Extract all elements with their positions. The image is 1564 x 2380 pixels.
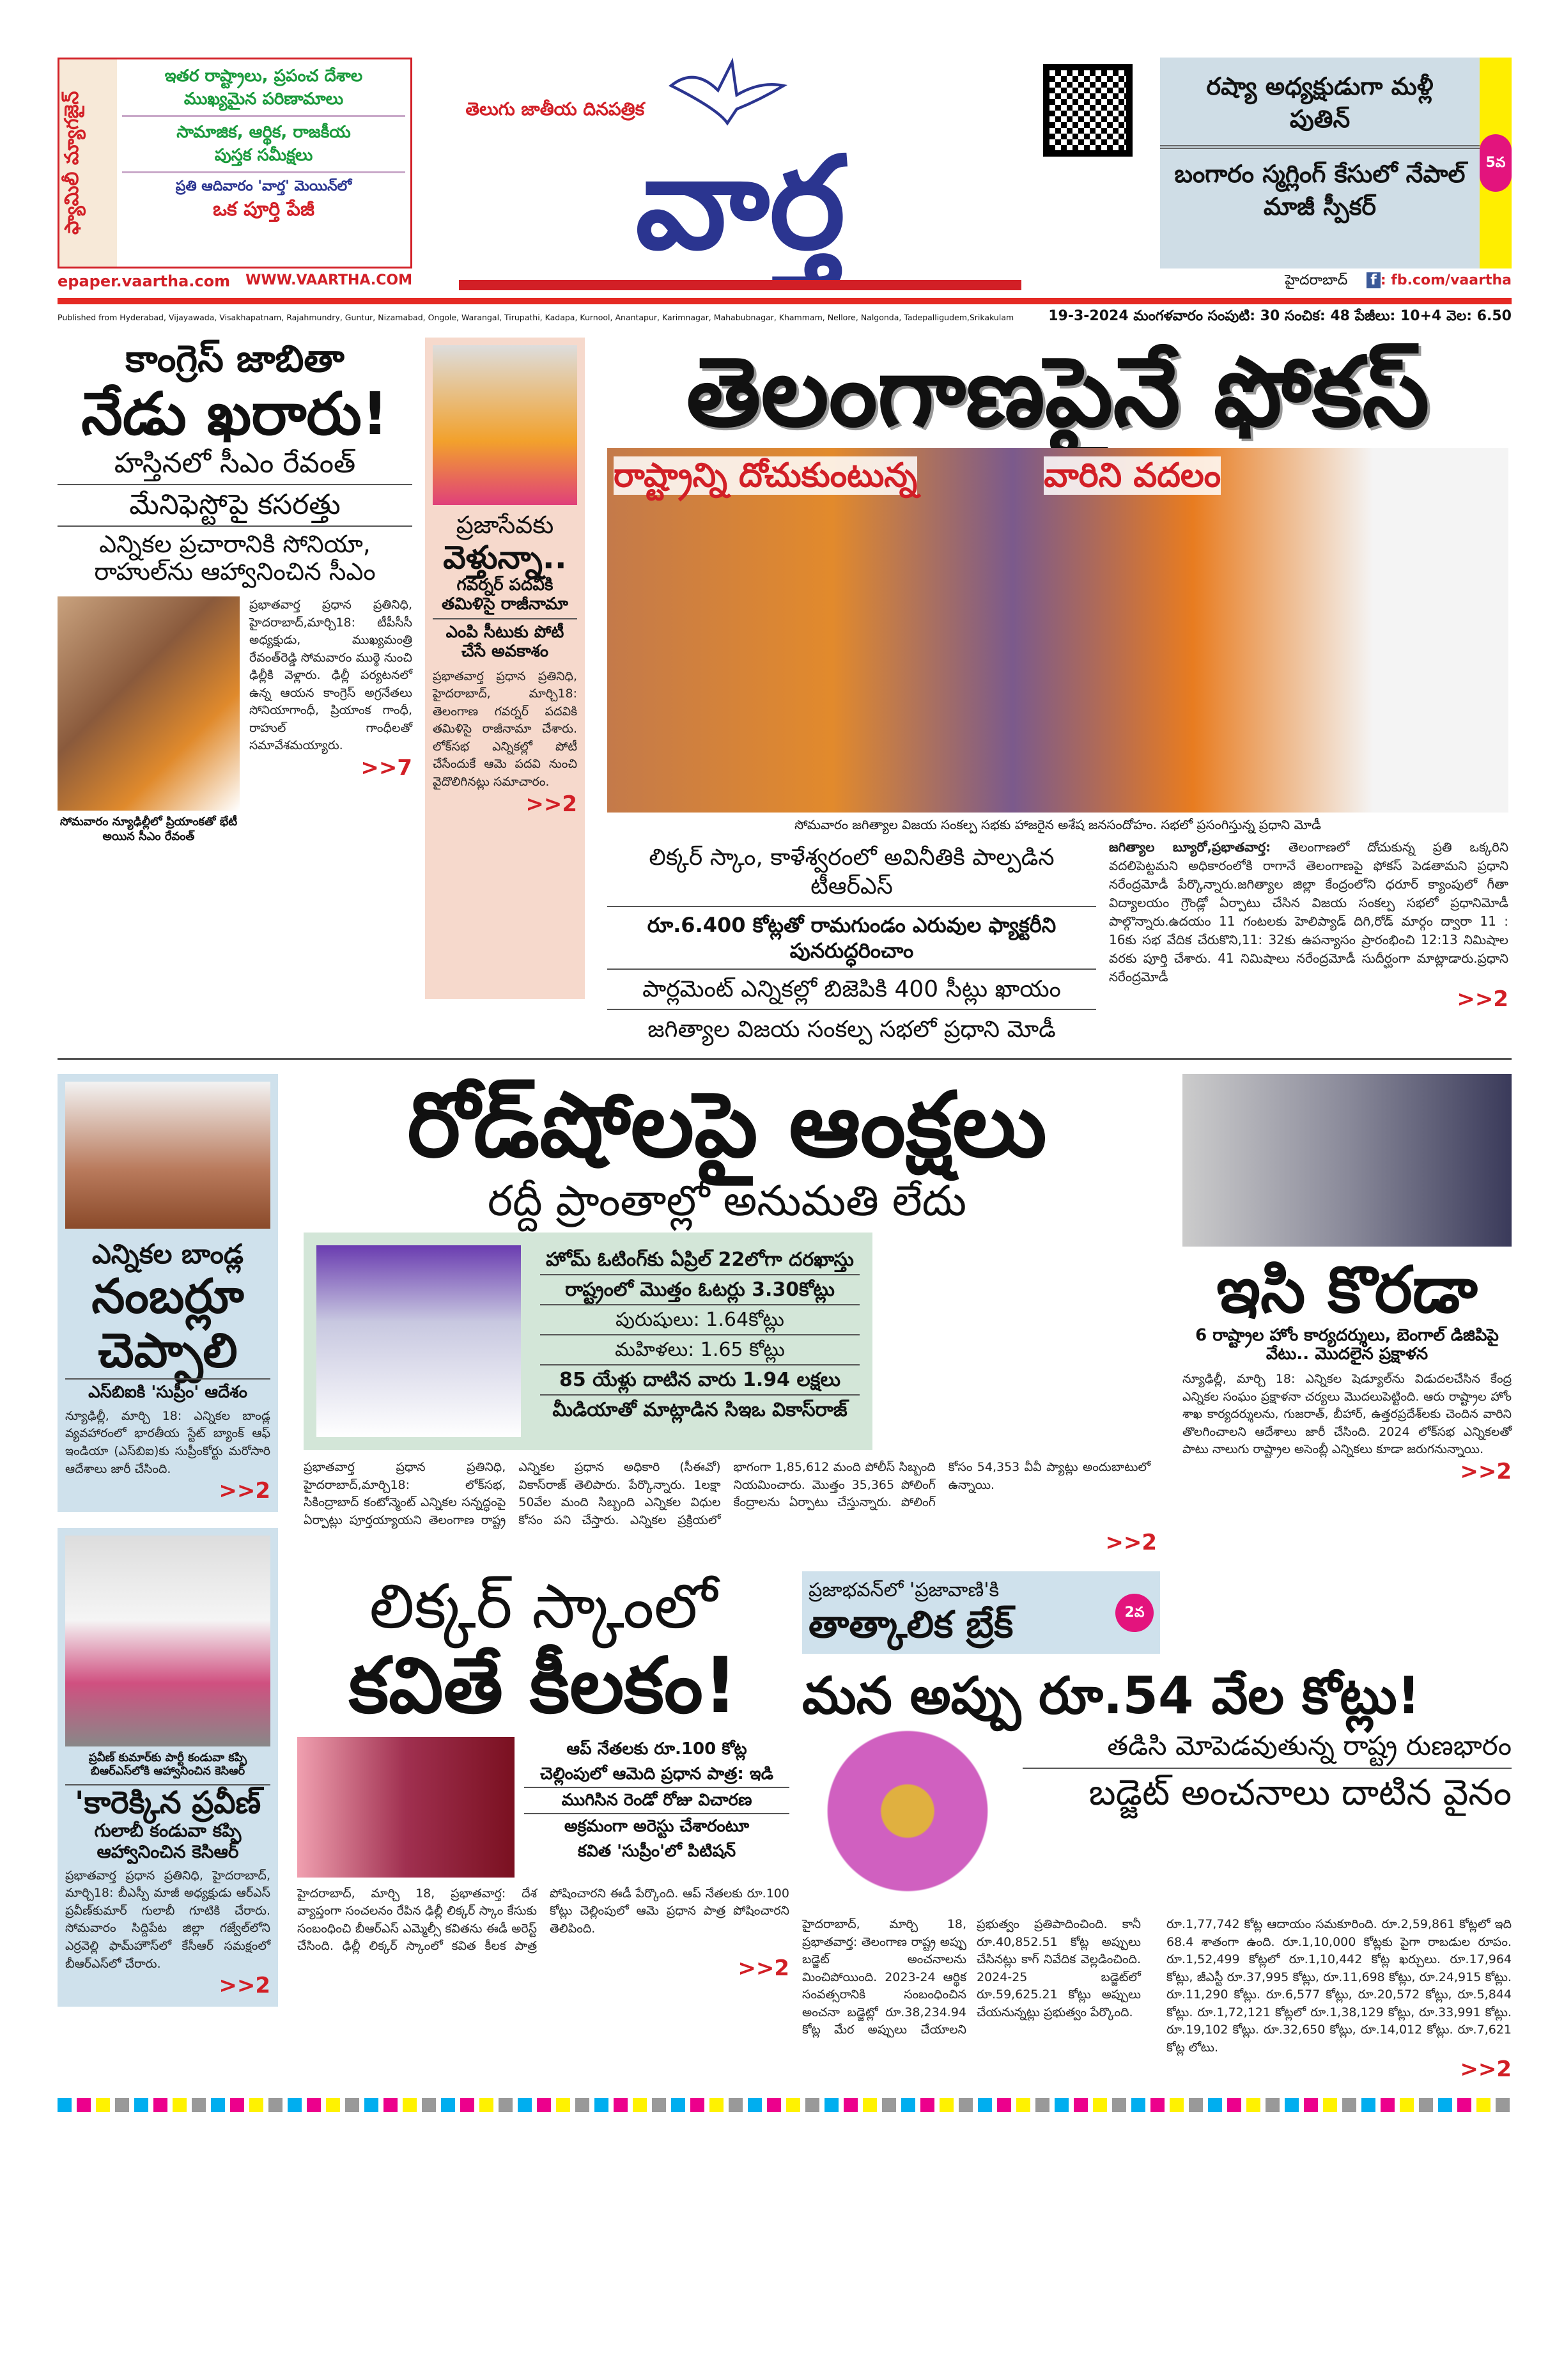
promo-line: పుస్తక సమీక్షలు [122, 144, 405, 173]
subhead: గులాబీ కండువా కప్పి ఆహ్వానించిన కెసిఆర్ [94, 1820, 242, 1862]
stat-line: మహిళలు: 1.65 కోట్లు [540, 1335, 860, 1365]
continued-link[interactable]: >>2 [525, 791, 577, 817]
subhead: ఎన్నికల ప్రచారానికి సోనియా, రాహుల్‌ను ఆహ్వానించిన సీఎం [94, 529, 376, 586]
teaser-nepal: బంగారం స్మగ్లింగ్ కేసులో నేపాల్ మాజీ స్పీకర్ [1174, 159, 1466, 221]
debt-headline: మన అప్పు రూ.54 వేల కోట్లు! [802, 1665, 1421, 1725]
stat-line: రాష్ట్రంలో మొత్తం ఓటర్లు 3.30కోట్లు [540, 1275, 860, 1305]
color-registration-strip-icon [58, 2098, 1512, 2112]
photo-caption: సోమవారం న్యూఢిల్లీలో ప్రియాంకతో భేటీ అయిన సీఎం రేవంత్ [59, 815, 238, 844]
lead-body [1109, 838, 1508, 986]
masthead-logo: వార్త [635, 129, 846, 278]
prajavani-kicker: ప్రజాభవన్‌లో 'ప్రజావాణి'కి [809, 1579, 1000, 1602]
telangana-map-moneybag [802, 1731, 1013, 1909]
kicker-part: రాష్ట్రాన్ని దోచుకుంటున్న [614, 456, 918, 495]
continued-link[interactable]: >>2 [219, 1973, 270, 1999]
city-label: హైదరాబాద్ [1285, 272, 1348, 288]
vikasraj-photo [316, 1245, 521, 1437]
photo-caption: ప్రవీణ్ కుమార్‌కు పార్టీ కండువా కప్పి బిఆర్‌ఎస్‌లోకి ఆహ్వానించిన కెసిఆర్ [88, 1750, 247, 1778]
bonds-story [58, 1074, 278, 1512]
qr-code-icon[interactable] [1043, 64, 1133, 157]
roadshow-headline: రోడ్‌షోలపై ఆంక్షలు [407, 1073, 1047, 1178]
stat-line: 85 యేళ్లు దాటిన వారు 1.94 లక్షలు [540, 1365, 860, 1396]
promo-box [58, 58, 412, 268]
teaser-yellow-strip [1480, 58, 1512, 268]
lead-text: తెలంగాణలో దోచుకున్న ప్రతి ఒక్కరిని వదలిపెట్టమని అధికారంలోకి రాగానే తెలంగాణపై ఫోకస్ పెడతామని ప్రధాని నరేంద్రమోడీ పేర్కొన్నారు.జగిత్యాల జిల్లా కేంద్రంలోని ధరూర్ క్యాంపులో గీతా విద్యాలయం గ్రౌండ్లో ఏర్పాటు చేసిన విజయ సంకల్ప సభలో ప్రధానిమోడీ పాల్గొన్నారు.ఉదయం 11 గంటలకు హెలిప్యాడ్ దిగి,రోడ్ మార్గం ద్వారా 11 : 16కు సభ వేదిక చేరుకొని,11: 32కు ఉపన్యాసం ప్రారంభించి 12:13 నిమిషాల వరకు పూర్తి చేశారు. 41 నిమిషాలు నరేంద్రమోడీ సుదీర్ఘంగా మాట్లాడారు.ప్రధాని నరేంద్రమోడీ [1109, 839, 1508, 984]
continued-link[interactable]: >>2 [1460, 1459, 1512, 1485]
lead-kicker [614, 455, 1502, 498]
headline: నంబర్లూ చెప్పాలి [91, 1268, 244, 1378]
roadshow-body: ప్రభాతవార్త ప్రధాన ప్రతినిధి, హైదరాబాద్,మార్చి18: లోక్‌సభ, సికింద్రాబాద్ కంటోన్మెంట్ ఎన్నికల సన్నద్ధంపై ఏర్పాట్లు పూర్తయ్యాయని తెలంగాణ రాష్ట్ర ఎన్నికల ప్రధాన అధికారి (సీఈవో) వికాస్‌రాజ్ తెలిపారు. పేర్కొన్నారు. 1లక్షా 50వేల మంది సిబ్బంది ఎన్నికల విధుల కోసం పని చేస్తారు. ఎన్నికల ప్రక్రియలో భాగంగా 1,85,612 మంది పోలీస్ సిబ్బంది నియమించారు. మొత్తం 35,365 పోలింగ్ కేంద్రాలను ఏర్పాటు చేస్తున్నారు. పోలింగ్ కోసం 54,353 వీవీ ప్యాట్లు అందుబాటులో ఉన్నాయి. [304, 1460, 1150, 1528]
photo-caption: సోమవారం జగిత్యాల విజయ సంకల్ప సభకు హాజరైన అశేష జనసందోహం. సభలో ప్రసంగిస్తున్న ప్రధాని మోడీ [794, 816, 1321, 832]
subhead: జగిత్యాల విజయ సంకల్ప సభలో ప్రధాని మోడీ [647, 1016, 1056, 1043]
subhead: మేనిఫెస్టోపై కసరత్తు [58, 485, 412, 527]
tagline: తెలుగు జాతీయ దినపత్రిక [465, 98, 645, 120]
kavitha-ed-photo [297, 1737, 515, 1878]
headline: వెళ్తున్నా.. [443, 538, 567, 576]
ec-subhead: 6 రాష్ట్రాల హోం కార్యదర్శులు, బెంగాల్ డిజిపిపై వేటు.. మొదలైన ప్రక్షాళన [1195, 1325, 1499, 1364]
masthead-rule [58, 298, 1512, 304]
praveen-body: ప్రభాతవార్త ప్రధాన ప్రతినిధి, హైదరాబాద్, మార్చి18: బీఎస్పీ మాజీ అధ్యక్షుడు ఆర్‌ఎస్ ప్రవీణ్‌కుమార్ గులాబీ గూటికి చేరారు. సోమవారం సిద్దిపేట జిల్లా గజ్వేల్‌లోని ఎర్రవెల్లి ఫామ్‌హౌస్‌లో కేసీఆర్ సమక్షంలో బీఆర్‌ఎస్‌లో చేరారు. [65, 1868, 270, 1971]
subhead: ముగిసిన రెండో రోజు విచారణ [524, 1788, 789, 1814]
subhead: చెల్లింపులో ఆమెది ప్రధాన పాత్ర: ఇడి [524, 1762, 789, 1788]
website-link[interactable]: WWW.VAARTHA.COM [245, 272, 412, 288]
debt-subhead: బడ్జెట్ అంచనాలు దాటిన వైనం [1023, 1768, 1512, 1814]
published-line: Published from Hyderabad, Vijayawada, Visakhapatnam, Rajahmundry, Guntur, Nizamabad, Ongole, Warangal, Tirupathi, Kadapa, Kurnool, Anantapur, Karimnagar, Mahabubnagar, Khammam, Nellore, Nalgonda, Tadepalligudem,Srikakulam [58, 312, 1014, 322]
page-badge-icon: 5వ [1480, 134, 1512, 192]
subhead: లిక్కర్ స్కాం, కాళేశ్వరంలో అవినీతికి పాల్పడిన టీఆర్ఎస్ [607, 838, 1096, 907]
subhead: హస్తినలో సీఎం రేవంత్ [58, 447, 412, 485]
facebook-icon: f [1367, 272, 1381, 288]
page-badge-icon: 2వ [1115, 1594, 1154, 1632]
congress-body: ప్రభాతవార్త ప్రధాన ప్రతినిధి, హైదరాబాద్,మార్చి18: టీపీసీసీ అధ్యక్షుడు, ముఖ్యమంత్రి రేవంత్‌రెడ్డి సోమవారం ముఠ్ఠె నుంచి ఢిల్లీకి వెళ్లారు. ఢిల్లీ పర్యటనలో ఉన్న ఆయన కాంగ్రెస్ అగ్రనేతలు సోనియాగాంధీ, ప్రియాంక గాంధీ, రాహుల్ గాంధీలతో సమావేశమయ్యారు. [249, 598, 412, 753]
debt-subhead: తడిసి మోపెడవుతున్న రాష్ట్ర రుణభారం [1107, 1729, 1512, 1761]
dove-logo-icon [657, 58, 798, 130]
continued-link[interactable]: >>2 [1460, 2057, 1512, 2083]
kicker-part: వారిని వదలం [1044, 456, 1221, 495]
kcr-praveen-photo [65, 1536, 270, 1746]
prajavani-box[interactable] [802, 1571, 1160, 1654]
headline: నేడు ఖరారు! [81, 379, 389, 448]
subhead: ఎస్‌బిఐకి 'సుప్రీం' ఆదేశం [65, 1378, 270, 1403]
logo-underline [459, 280, 1021, 290]
prajavani-headline: తాత్కాలిక బ్రేక్ [809, 1603, 1014, 1647]
promo-line: ఒక పూర్తి పేజీ [213, 198, 314, 221]
congress-story [58, 338, 412, 844]
facebook-handle: : fb.com/vaartha [1380, 272, 1512, 288]
continued-link[interactable]: >>2 [738, 1955, 789, 1981]
ec-body: న్యూఢిల్లీ, మార్చి 18: ఎన్నికల షెడ్యూల్‌ను విడుదలచేసిన కేంద్ర ఎన్నికల సంఘం ప్రక్షాళనా చర్యలు మొదలుపెట్టింది. ఆరు రాష్ట్రాల హోం శాఖ కార్యదర్శులను, గుజరాత్, బీహార్, ఉత్తరప్రదేశ్‌లకు చెందిన వారిని తొలగించాలని ఆదేశాలు జారీ చేసింది. 2024 లోక్‌సభ ఎన్నికలతో పాటు నాలుగు రాష్ట్రాల అసెంబ్లీ ఎన్నికలు కూడా జరుగనున్నాయి. [1182, 1372, 1512, 1457]
tamilisai-photo [433, 345, 577, 505]
debt-body-2: రూ.1,77,742 కోట్ల ఆదాయం సమకూరింది. రూ.2,59,861 కోట్లలో ఇది 68.4 శాతంగా ఉంది. రూ.1,10,000 కోట్లకు పైగా రాబడుల రూపం. రూ.1,52,499 కోట్లలో రూ.1,10,442 కోట్ల ఖర్చులు. రూ.17,964 కోట్లు, జీఎస్టీ రూ.37,995 కోట్లు, రూ.11,698 కోట్లు, రూ.24,915 కోట్లు. రూ.11,290 కోట్లు. రూ.6,577 కోట్లు, రూ.20,572 కోట్లు, రూ.5,844 కోట్లు. రూ.1,72,121 కోట్లలో రూ.1,38,129 కోట్లు, రూ.33,991 కోట్లు. రూ.19,102 కోట్లు. రూ.32,650 కోట్లు, రూ.14,012 కోట్లు. రూ.7,621 కోట్ల లోటు. [1166, 1917, 1512, 2055]
continued-link[interactable]: >>2 [1457, 986, 1508, 1012]
bonds-body: న్యూఢిల్లీ, మార్చి 18: ఎన్నికల బాండ్ల వ్యవహారంలో భారతీయ స్టేట్ బ్యాంక్ ఆఫ్ ఇండియా (ఎస్‌బిఐ)కు సుప్రీంకోర్టు మరోసారి ఆదేశాలు జారీ చేసింది. [65, 1408, 270, 1476]
supreme-court-photo [65, 1082, 270, 1229]
headline: ప్రజాసేవకు [456, 511, 554, 539]
subhead: ఆప్ నేతలకు రూ.100 కోట్ల [566, 1739, 747, 1759]
promo-title: ఫ్యామిలీ మ్యాగజైన్ [59, 59, 117, 267]
subhead: గవర్నర్ పదవికి తమిళిసై రాజీనామా [441, 575, 569, 614]
ec-headline: ఇసి కొరడా [1216, 1252, 1478, 1327]
kavitha-body: హైదరాబాద్, మార్చి 18, ప్రభాతవార్త: దేశ వ్యాప్తంగా సంచలనం రేపిన ఢిల్లీ లిక్కర్ స్కాం కేసుకు సంబంధించి బీఆర్‌ఎస్ ఎమ్మెల్సీ కవితను ఈడీ అరెస్ట్ చేసింది. ఢిల్లీ లిక్కర్ స్కాంలో కవిత కీలక పాత్ర పోషించారని ఈడీ పేర్కొంది. ఆప్ నేతలకు రూ.100 కోట్లు చెల్లింపులో ఆమె ప్రధాన పాత్ర పోషించారని తెలిపింది. [297, 1886, 789, 1954]
ec-photo [1182, 1074, 1512, 1247]
lead-byline: జగిత్యాల బ్యూరో,ప్రభాతవార్త: [1109, 839, 1271, 855]
stat-line: పురుషులు: 1.64కోట్లు [540, 1305, 860, 1335]
facebook-link[interactable] [1367, 272, 1512, 288]
promo-line: ముఖ్యమైన పరిణామాలు [122, 88, 405, 116]
kavitha-headline: లిక్కర్ స్కాంలో [369, 1571, 718, 1643]
kavitha-headline: కవితే కీలకం! [348, 1641, 738, 1731]
roadshow-subhead: రద్దీ ప్రాంతాల్లో అనుమతి లేదు [487, 1176, 967, 1225]
headline: కాంగ్రెస్ జాబితా [125, 337, 345, 380]
subhead: పార్లమెంట్ ఎన్నికల్లో బిజెపికి 400 సీట్లు ఖాయం [607, 970, 1096, 1010]
stat-line: మీడియాతో మాట్లాడిన సిఇఒ వికాస్‌రాజ్ [552, 1399, 848, 1422]
governor-body: ప్రభాతవార్త ప్రధాన ప్రతినిధి, హైదరాబాద్, మార్చి18: తెలంగాణ గవర్నర్ పదవికి తమిళిసై రాజీనామా చేశారు. లోక్‌సభ ఎన్నికల్లో పోటీ చేసేందుకే ఆమె పదవి నుంచి వైదొలిగినట్లు సమాచారం. [433, 669, 577, 789]
revanth-priyanka-photo [58, 596, 240, 811]
promo-line: ఇతర రాష్ట్రాలు, ప్రపంచ దేశాల [164, 66, 363, 86]
continued-link[interactable]: >>7 [360, 754, 412, 781]
dateline: 19-3-2024 మంగళవారం సంపుటి: 30 సంచిక: 48 పేజీలు: 10+4 వెల: 6.50 [1048, 308, 1512, 324]
teaser-putin: రష్యా అధ్యక్షుడుగా మళ్లీ పుతిన్ [1160, 70, 1480, 149]
subhead: ఎంపి సీటుకు పోటీ చేసే అవకాశం [433, 618, 577, 662]
subhead: అక్రమంగా అరెస్టు చేశారంటూ [564, 1816, 750, 1836]
promo-line: ప్రతి ఆదివారం 'వార్త' మెయిన్‌లో [175, 178, 352, 194]
lead-subheads [607, 838, 1096, 1049]
headline: 'కారెక్కిన ప్రవీణ్ [65, 1784, 270, 1821]
governor-story [425, 338, 585, 999]
continued-link[interactable]: >>2 [219, 1478, 270, 1504]
section-divider [58, 1058, 1512, 1060]
lead-headline: తెలంగాణపైనే ఫోకస్ [686, 337, 1430, 448]
subhead: రూ.6.400 కోట్లతో రామగుండం ఎరువుల ఫ్యాక్టరీని పునరుద్ధరించాం [607, 907, 1096, 970]
masthead [58, 58, 1512, 292]
continued-link[interactable]: >>2 [1105, 1529, 1157, 1555]
stat-line: హోమ్ ఓటింగ్‌కు ఏప్రిల్ 22లోగా దరఖాస్తు [540, 1245, 860, 1275]
voter-stats-box [304, 1233, 872, 1450]
epaper-link[interactable]: epaper.vaartha.com [58, 272, 231, 290]
teaser-box[interactable] [1160, 58, 1480, 268]
subhead: కవిత 'సుప్రీం'లో పిటిషన్ [577, 1841, 736, 1861]
promo-line: సామాజిక, ఆర్థిక, రాజకీయ [176, 122, 351, 142]
headline: ఎన్నికల బాండ్ల [92, 1238, 244, 1270]
debt-body: హైదరాబాద్, మార్చి 18, ప్రభాతవార్త: తెలంగాణ రాష్ట్ర అప్పు బడ్జెట్ అంచనాలను మించిపోయింది. 2023-24 ఆర్థిక సంవత్సరానికి సంబంధించిన అంచనా బడ్జెట్లో రూ.38,234.94 కోట్ల మేర అప్పులు చేయాలని ప్రభుత్వం ప్రతిపాదించింది. కానీ రూ.40,852.51 కోట్ల అప్పులు చేసినట్లు కాగ్ నివేదిక వెల్లడించింది. 2024-25 బడ్జెట్‌లో రూ.59,625.21 కోట్లు అప్పులు చేయనున్నట్లు ప్రభుత్వం పేర్కొంది. [802, 1917, 1141, 2037]
praveen-story [58, 1528, 278, 2007]
modi-rally-photo [607, 448, 1508, 813]
